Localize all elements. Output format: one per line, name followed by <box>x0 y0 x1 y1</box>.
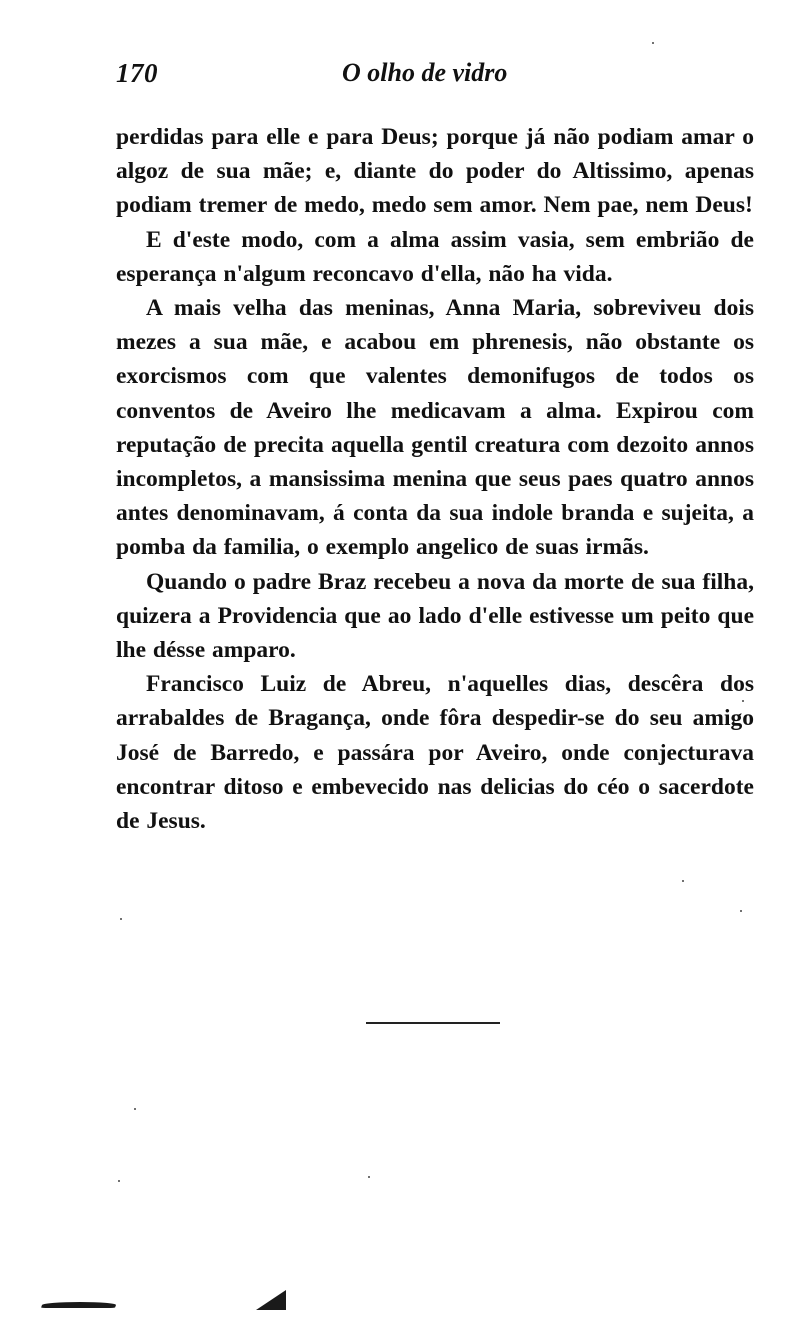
ink-smudge <box>256 1290 286 1310</box>
print-speck <box>652 42 654 44</box>
page-number: 170 <box>116 58 158 88</box>
print-speck <box>682 880 684 882</box>
print-speck <box>740 910 742 912</box>
paragraph: A mais velha das meninas, Anna Maria, sobreviveu dois mezes a sua mãe, e acabou em phrenesis, não obstante os exorcismos com que valentes demonifugos de todos os conventos de Aveiro lhe medicavam a alma. Expirou com reputação de precita aquella gentil creatura com dezoito annos incompletos, a mansissima menina que seus paes quatro annos antes denominavam, á conta da sua indole branda e sujeita, a pomba da familia, o exemplo angelico de suas irmãs. <box>116 295 754 561</box>
ink-smudge <box>41 1302 117 1308</box>
paragraph: perdidas para elle e para Deus; porque já não podiam amar o algoz de sua mãe; e, diante do poder do Altissimo, apenas podiam tremer de medo, medo sem amor. Nem pae, nem Deus! <box>116 124 754 219</box>
body-text <box>116 120 754 838</box>
print-speck <box>120 918 122 920</box>
print-speck <box>368 1176 370 1178</box>
paragraph: Francisco Luiz de Abreu, n'aquelles dias, descêra dos arrabaldes de Bragança, onde fôra despedir-se do seu amigo José de Barredo, e passára por Aveiro, onde conjecturava encontrar ditoso e embevecido nas delicias do céo o sacerdote de Jesus. <box>116 671 754 835</box>
chapter-end-rule <box>366 1022 500 1024</box>
print-speck <box>118 1180 120 1182</box>
print-speck <box>134 1108 136 1110</box>
page-header <box>0 58 800 98</box>
paragraph: Quando o padre Braz recebeu a nova da morte de sua filha, quizera a Providencia que ao lado d'elle estivesse um peito que lhe désse amparo. <box>116 568 754 664</box>
paragraph: E d'este modo, com a alma assim vasia, sem embrião de esperança n'algum reconcavo d'ella, não ha vida. <box>116 226 754 287</box>
running-title: O olho de vidro <box>342 58 508 87</box>
print-speck <box>742 700 744 702</box>
